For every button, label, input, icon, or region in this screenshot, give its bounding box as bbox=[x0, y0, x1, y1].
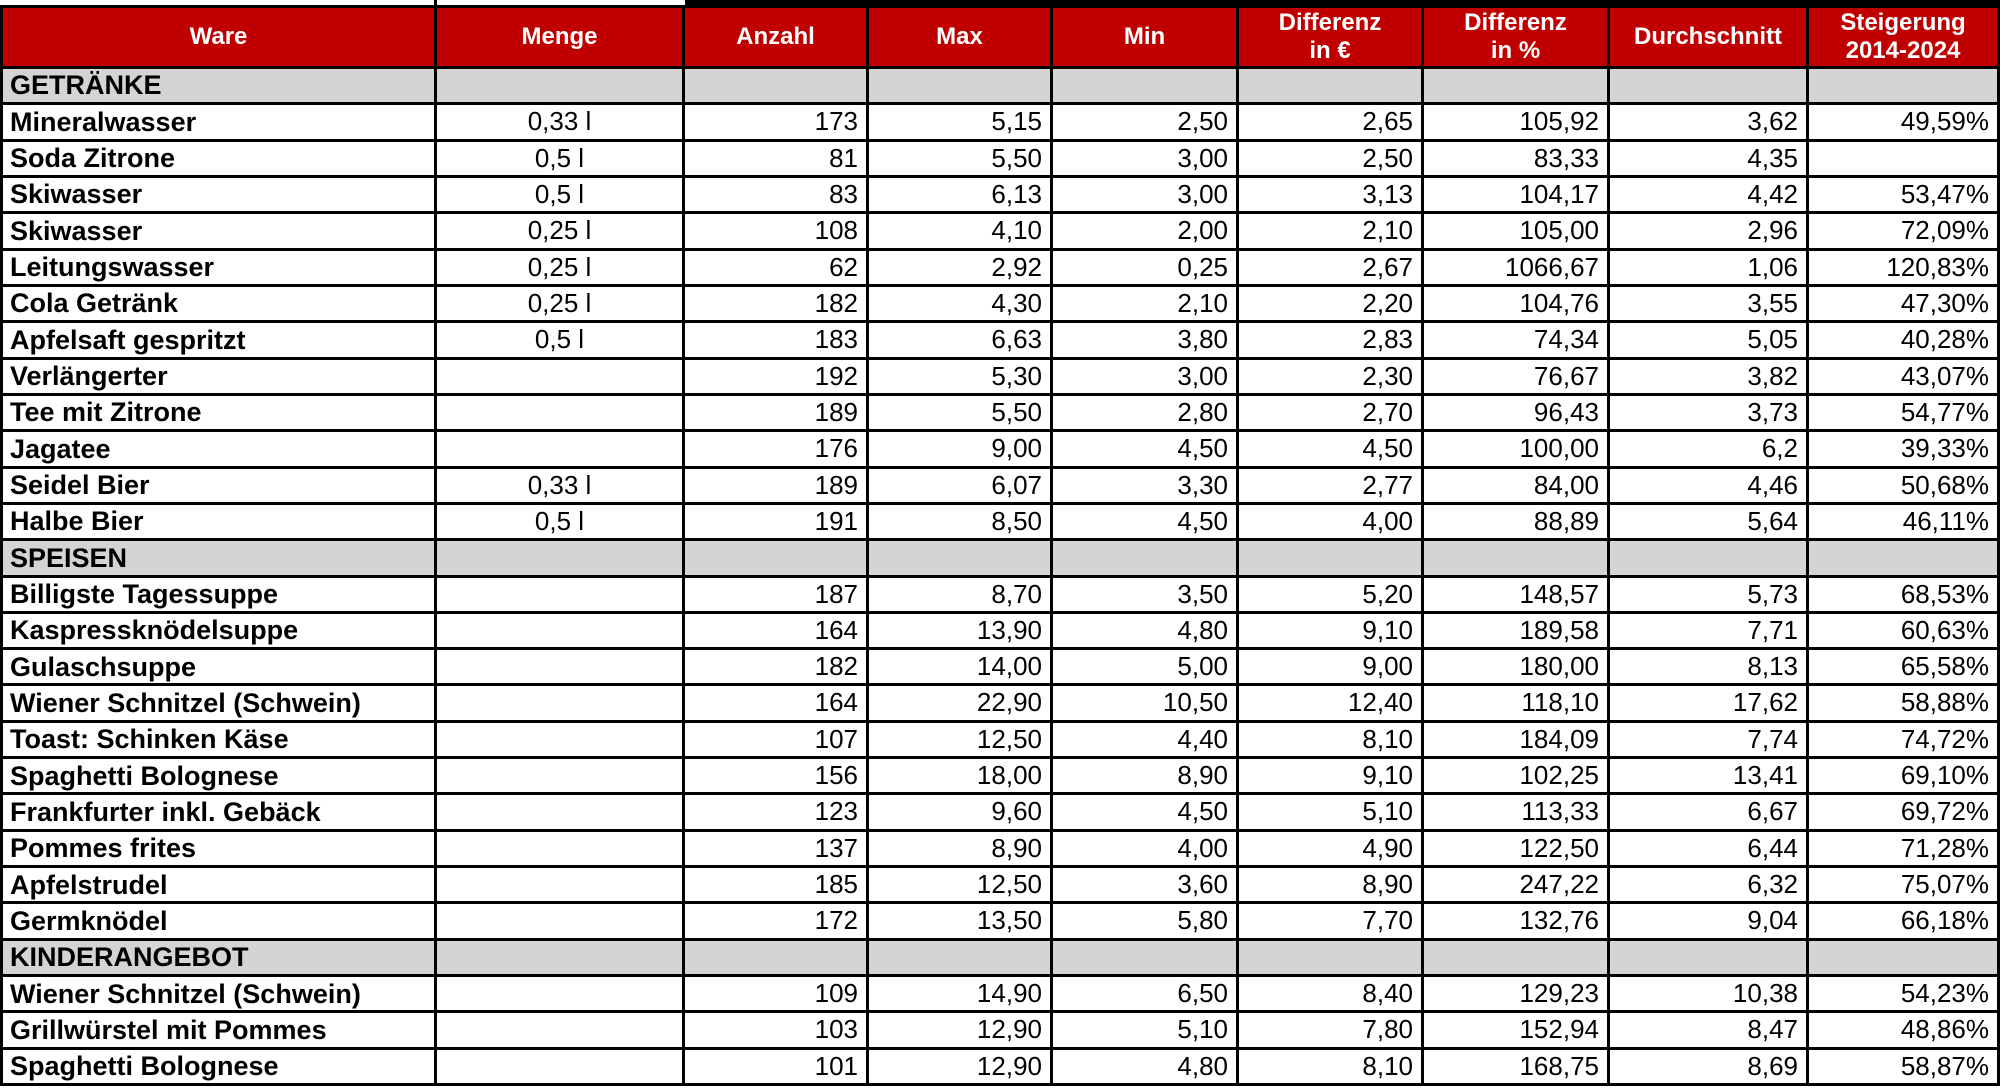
cell-menge bbox=[437, 432, 682, 465]
section-empty-cell bbox=[1424, 69, 1607, 102]
cell-anzahl: 192 bbox=[685, 360, 866, 393]
cell-differenz_pct: 122,50 bbox=[1424, 832, 1607, 865]
cell-min: 3,80 bbox=[1053, 323, 1236, 356]
cell-ware: Cola Getränk bbox=[3, 287, 434, 320]
cell-anzahl: 123 bbox=[685, 795, 866, 828]
cell-steigerung: 39,33% bbox=[1809, 432, 1997, 465]
section-empty-cell bbox=[1809, 541, 1997, 574]
cell-anzahl: 156 bbox=[685, 759, 866, 792]
cell-differenz_eur: 4,00 bbox=[1239, 505, 1421, 538]
cell-steigerung: 72,09% bbox=[1809, 214, 1997, 247]
cell-anzahl: 101 bbox=[685, 1050, 866, 1083]
column-header-steigerung bbox=[1809, 8, 1997, 66]
cell-max: 13,90 bbox=[869, 614, 1050, 647]
cell-durchschnitt: 3,82 bbox=[1610, 360, 1806, 393]
cell-steigerung: 75,07% bbox=[1809, 868, 1997, 901]
cell-differenz_pct: 88,89 bbox=[1424, 505, 1607, 538]
cell-menge bbox=[437, 1050, 682, 1083]
cell-durchschnitt: 8,47 bbox=[1610, 1013, 1806, 1046]
cell-min: 5,80 bbox=[1053, 904, 1236, 937]
section-empty-cell bbox=[869, 69, 1050, 102]
cell-durchschnitt: 8,13 bbox=[1610, 650, 1806, 683]
cell-menge bbox=[437, 614, 682, 647]
cell-differenz_pct: 168,75 bbox=[1424, 1050, 1607, 1083]
cell-anzahl: 164 bbox=[685, 686, 866, 719]
cell-menge: 0,5 l bbox=[437, 505, 682, 538]
cell-min: 2,00 bbox=[1053, 214, 1236, 247]
cell-anzahl: 189 bbox=[685, 396, 866, 429]
cell-min: 0,25 bbox=[1053, 251, 1236, 284]
section-empty-cell bbox=[1053, 69, 1236, 102]
cell-menge bbox=[437, 396, 682, 429]
column-header-label: Min bbox=[1123, 23, 1166, 50]
cell-max: 12,50 bbox=[869, 868, 1050, 901]
cell-menge bbox=[437, 650, 682, 683]
cell-max: 12,90 bbox=[869, 1013, 1050, 1046]
cell-durchschnitt: 5,64 bbox=[1610, 505, 1806, 538]
cell-ware: Wiener Schnitzel (Schwein) bbox=[3, 977, 434, 1010]
cell-max: 12,90 bbox=[869, 1050, 1050, 1083]
cell-differenz_eur: 8,90 bbox=[1239, 868, 1421, 901]
cell-differenz_pct: 152,94 bbox=[1424, 1013, 1607, 1046]
cell-durchschnitt: 1,06 bbox=[1610, 251, 1806, 284]
cell-max: 5,50 bbox=[869, 396, 1050, 429]
cell-durchschnitt: 8,69 bbox=[1610, 1050, 1806, 1083]
cell-anzahl: 183 bbox=[685, 323, 866, 356]
cell-ware: Skiwasser bbox=[3, 178, 434, 211]
cell-differenz_pct: 104,17 bbox=[1424, 178, 1607, 211]
cell-anzahl: 182 bbox=[685, 650, 866, 683]
cell-anzahl: 137 bbox=[685, 832, 866, 865]
cell-ware: Verlängerter bbox=[3, 360, 434, 393]
cell-menge: 0,5 l bbox=[437, 178, 682, 211]
cell-menge bbox=[437, 759, 682, 792]
cell-anzahl: 173 bbox=[685, 105, 866, 138]
cell-differenz_pct: 76,67 bbox=[1424, 360, 1607, 393]
section-empty-cell bbox=[1053, 941, 1236, 974]
cell-differenz_eur: 3,13 bbox=[1239, 178, 1421, 211]
cell-menge bbox=[437, 723, 682, 756]
column-header-anzahl bbox=[685, 8, 866, 66]
cell-durchschnitt: 6,2 bbox=[1610, 432, 1806, 465]
cell-ware: Halbe Bier bbox=[3, 505, 434, 538]
cell-menge: 0,25 l bbox=[437, 287, 682, 320]
column-header-max bbox=[869, 8, 1050, 66]
cell-differenz_pct: 105,92 bbox=[1424, 105, 1607, 138]
cell-max: 14,90 bbox=[869, 977, 1050, 1010]
cell-max: 18,00 bbox=[869, 759, 1050, 792]
cell-differenz_pct: 184,09 bbox=[1424, 723, 1607, 756]
cell-min: 3,00 bbox=[1053, 360, 1236, 393]
cell-min: 3,60 bbox=[1053, 868, 1236, 901]
section-empty-cell bbox=[685, 941, 866, 974]
cell-differenz_pct: 247,22 bbox=[1424, 868, 1607, 901]
cell-durchschnitt: 3,62 bbox=[1610, 105, 1806, 138]
cell-min: 2,50 bbox=[1053, 105, 1236, 138]
cell-max: 14,00 bbox=[869, 650, 1050, 683]
cell-steigerung: 53,47% bbox=[1809, 178, 1997, 211]
cell-menge bbox=[437, 795, 682, 828]
cell-menge: 0,25 l bbox=[437, 251, 682, 284]
column-header-differenz_eur bbox=[1239, 8, 1421, 66]
cell-steigerung: 120,83% bbox=[1809, 251, 1997, 284]
cell-steigerung: 66,18% bbox=[1809, 904, 1997, 937]
cell-differenz_pct: 118,10 bbox=[1424, 686, 1607, 719]
cell-min: 2,80 bbox=[1053, 396, 1236, 429]
cell-ware: Apfelstrudel bbox=[3, 868, 434, 901]
cell-durchschnitt: 5,05 bbox=[1610, 323, 1806, 356]
section-empty-cell bbox=[685, 541, 866, 574]
cell-max: 5,15 bbox=[869, 105, 1050, 138]
cell-max: 5,30 bbox=[869, 360, 1050, 393]
cell-min: 5,10 bbox=[1053, 1013, 1236, 1046]
cell-anzahl: 191 bbox=[685, 505, 866, 538]
cell-differenz_pct: 105,00 bbox=[1424, 214, 1607, 247]
column-header-label: Ware bbox=[189, 23, 248, 50]
column-header-label: Durchschnitt bbox=[1633, 23, 1782, 50]
cell-steigerung: 60,63% bbox=[1809, 614, 1997, 647]
cell-ware: Kaspressknödelsuppe bbox=[3, 614, 434, 647]
cell-min: 3,00 bbox=[1053, 178, 1236, 211]
cell-steigerung: 58,87% bbox=[1809, 1050, 1997, 1083]
cell-durchschnitt: 9,04 bbox=[1610, 904, 1806, 937]
column-header-label: Anzahl bbox=[736, 23, 815, 50]
section-empty-cell bbox=[1239, 69, 1421, 102]
cell-durchschnitt: 6,67 bbox=[1610, 795, 1806, 828]
cell-differenz_eur: 2,20 bbox=[1239, 287, 1421, 320]
cell-max: 6,63 bbox=[869, 323, 1050, 356]
cell-menge: 0,33 l bbox=[437, 105, 682, 138]
cell-menge: 0,5 l bbox=[437, 142, 682, 175]
cell-ware: Soda Zitrone bbox=[3, 142, 434, 175]
cell-differenz_eur: 2,70 bbox=[1239, 396, 1421, 429]
column-header-label: Max bbox=[936, 23, 983, 50]
cell-differenz_pct: 148,57 bbox=[1424, 578, 1607, 611]
cell-min: 6,50 bbox=[1053, 977, 1236, 1010]
cell-menge bbox=[437, 360, 682, 393]
cell-ware: Mineralwasser bbox=[3, 105, 434, 138]
cell-steigerung: 54,77% bbox=[1809, 396, 1997, 429]
cell-differenz_pct: 132,76 bbox=[1424, 904, 1607, 937]
section-header-cell: SPEISEN bbox=[3, 541, 434, 574]
cell-steigerung bbox=[1809, 142, 1997, 175]
cell-min: 4,80 bbox=[1053, 614, 1236, 647]
cell-min: 8,90 bbox=[1053, 759, 1236, 792]
cell-min: 2,10 bbox=[1053, 287, 1236, 320]
cell-min: 10,50 bbox=[1053, 686, 1236, 719]
cell-min: 3,00 bbox=[1053, 142, 1236, 175]
cell-differenz_eur: 9,00 bbox=[1239, 650, 1421, 683]
cell-menge bbox=[437, 832, 682, 865]
section-empty-cell bbox=[437, 69, 682, 102]
cell-differenz_pct: 113,33 bbox=[1424, 795, 1607, 828]
cell-max: 8,50 bbox=[869, 505, 1050, 538]
cell-steigerung: 74,72% bbox=[1809, 723, 1997, 756]
cell-differenz_pct: 129,23 bbox=[1424, 977, 1607, 1010]
cell-differenz_pct: 104,76 bbox=[1424, 287, 1607, 320]
cell-differenz_pct: 83,33 bbox=[1424, 142, 1607, 175]
section-empty-cell bbox=[1239, 941, 1421, 974]
column-header-label: Differenz bbox=[1464, 9, 1567, 36]
cell-menge: 0,5 l bbox=[437, 323, 682, 356]
cell-menge: 0,33 l bbox=[437, 469, 682, 502]
cell-differenz_pct: 100,00 bbox=[1424, 432, 1607, 465]
cell-ware: Spaghetti Bolognese bbox=[3, 1050, 434, 1083]
cell-ware: Germknödel bbox=[3, 904, 434, 937]
cell-max: 8,90 bbox=[869, 832, 1050, 865]
cell-differenz_eur: 2,77 bbox=[1239, 469, 1421, 502]
cell-menge: 0,25 l bbox=[437, 214, 682, 247]
cell-ware: Pommes frites bbox=[3, 832, 434, 865]
column-header-differenz_pct bbox=[1424, 8, 1607, 66]
cell-menge bbox=[437, 977, 682, 1010]
section-empty-cell bbox=[437, 941, 682, 974]
column-header-ware bbox=[3, 8, 434, 66]
cell-max: 13,50 bbox=[869, 904, 1050, 937]
cell-steigerung: 48,86% bbox=[1809, 1013, 1997, 1046]
cell-durchschnitt: 2,96 bbox=[1610, 214, 1806, 247]
cell-anzahl: 182 bbox=[685, 287, 866, 320]
cell-min: 3,50 bbox=[1053, 578, 1236, 611]
cell-anzahl: 164 bbox=[685, 614, 866, 647]
cell-max: 4,30 bbox=[869, 287, 1050, 320]
cell-differenz_eur: 2,65 bbox=[1239, 105, 1421, 138]
cell-steigerung: 40,28% bbox=[1809, 323, 1997, 356]
column-header-min bbox=[1053, 8, 1236, 66]
cell-differenz_pct: 180,00 bbox=[1424, 650, 1607, 683]
cell-steigerung: 65,58% bbox=[1809, 650, 1997, 683]
section-empty-cell bbox=[1610, 941, 1806, 974]
cell-steigerung: 69,10% bbox=[1809, 759, 1997, 792]
cell-anzahl: 185 bbox=[685, 868, 866, 901]
cell-durchschnitt: 4,46 bbox=[1610, 469, 1806, 502]
cell-ware: Tee mit Zitrone bbox=[3, 396, 434, 429]
cell-ware: Wiener Schnitzel (Schwein) bbox=[3, 686, 434, 719]
cell-differenz_pct: 1066,67 bbox=[1424, 251, 1607, 284]
cell-durchschnitt: 4,35 bbox=[1610, 142, 1806, 175]
cell-anzahl: 172 bbox=[685, 904, 866, 937]
cell-differenz_pct: 189,58 bbox=[1424, 614, 1607, 647]
cell-anzahl: 81 bbox=[685, 142, 866, 175]
cell-steigerung: 49,59% bbox=[1809, 105, 1997, 138]
cell-durchschnitt: 4,42 bbox=[1610, 178, 1806, 211]
cell-max: 22,90 bbox=[869, 686, 1050, 719]
cell-steigerung: 69,72% bbox=[1809, 795, 1997, 828]
cell-ware: Grillwürstel mit Pommes bbox=[3, 1013, 434, 1046]
section-empty-cell bbox=[869, 941, 1050, 974]
cell-ware: Seidel Bier bbox=[3, 469, 434, 502]
cell-differenz_eur: 9,10 bbox=[1239, 614, 1421, 647]
cell-anzahl: 83 bbox=[685, 178, 866, 211]
cell-anzahl: 103 bbox=[685, 1013, 866, 1046]
cell-max: 4,10 bbox=[869, 214, 1050, 247]
cell-steigerung: 58,88% bbox=[1809, 686, 1997, 719]
cell-steigerung: 47,30% bbox=[1809, 287, 1997, 320]
cell-max: 5,50 bbox=[869, 142, 1050, 175]
column-header-menge bbox=[437, 8, 682, 66]
cell-anzahl: 108 bbox=[685, 214, 866, 247]
section-empty-cell bbox=[869, 541, 1050, 574]
cell-menge bbox=[437, 578, 682, 611]
cell-min: 4,50 bbox=[1053, 505, 1236, 538]
cell-differenz_pct: 74,34 bbox=[1424, 323, 1607, 356]
cell-differenz_eur: 4,50 bbox=[1239, 432, 1421, 465]
cell-durchschnitt: 13,41 bbox=[1610, 759, 1806, 792]
cell-differenz_eur: 2,10 bbox=[1239, 214, 1421, 247]
cell-durchschnitt: 7,74 bbox=[1610, 723, 1806, 756]
cell-max: 12,50 bbox=[869, 723, 1050, 756]
cell-ware: Toast: Schinken Käse bbox=[3, 723, 434, 756]
cell-steigerung: 50,68% bbox=[1809, 469, 1997, 502]
cell-anzahl: 187 bbox=[685, 578, 866, 611]
cell-anzahl: 109 bbox=[685, 977, 866, 1010]
cell-durchschnitt: 6,44 bbox=[1610, 832, 1806, 865]
cell-anzahl: 62 bbox=[685, 251, 866, 284]
cell-min: 4,80 bbox=[1053, 1050, 1236, 1083]
column-header-label: in % bbox=[1490, 37, 1541, 64]
cell-min: 3,30 bbox=[1053, 469, 1236, 502]
cell-differenz_eur: 4,90 bbox=[1239, 832, 1421, 865]
cell-steigerung: 54,23% bbox=[1809, 977, 1997, 1010]
cell-ware: Leitungswasser bbox=[3, 251, 434, 284]
cell-max: 6,07 bbox=[869, 469, 1050, 502]
cell-differenz_eur: 2,83 bbox=[1239, 323, 1421, 356]
cell-min: 5,00 bbox=[1053, 650, 1236, 683]
cell-anzahl: 107 bbox=[685, 723, 866, 756]
section-empty-cell bbox=[437, 541, 682, 574]
cell-differenz_eur: 8,40 bbox=[1239, 977, 1421, 1010]
section-empty-cell bbox=[1610, 69, 1806, 102]
column-header-label: 2014-2024 bbox=[1845, 37, 1961, 64]
cell-steigerung: 46,11% bbox=[1809, 505, 1997, 538]
cell-differenz_eur: 7,80 bbox=[1239, 1013, 1421, 1046]
cell-differenz_eur: 5,10 bbox=[1239, 795, 1421, 828]
cell-differenz_eur: 8,10 bbox=[1239, 723, 1421, 756]
cell-max: 6,13 bbox=[869, 178, 1050, 211]
cell-differenz_pct: 84,00 bbox=[1424, 469, 1607, 502]
cell-anzahl: 176 bbox=[685, 432, 866, 465]
section-empty-cell bbox=[1809, 69, 1997, 102]
cell-durchschnitt: 10,38 bbox=[1610, 977, 1806, 1010]
cell-min: 4,00 bbox=[1053, 832, 1236, 865]
section-header-cell: KINDERANGEBOT bbox=[3, 941, 434, 974]
section-header-cell: GETRÄNKE bbox=[3, 69, 434, 102]
cell-differenz_eur: 8,10 bbox=[1239, 1050, 1421, 1083]
cell-differenz_pct: 96,43 bbox=[1424, 396, 1607, 429]
cell-differenz_eur: 7,70 bbox=[1239, 904, 1421, 937]
section-empty-cell bbox=[1610, 541, 1806, 574]
column-header-label: in € bbox=[1309, 37, 1351, 64]
column-header-label: Menge bbox=[521, 23, 598, 50]
cell-max: 9,60 bbox=[869, 795, 1050, 828]
cell-differenz_eur: 9,10 bbox=[1239, 759, 1421, 792]
cell-durchschnitt: 3,55 bbox=[1610, 287, 1806, 320]
cell-durchschnitt: 7,71 bbox=[1610, 614, 1806, 647]
cell-max: 2,92 bbox=[869, 251, 1050, 284]
cell-durchschnitt: 6,32 bbox=[1610, 868, 1806, 901]
cell-menge bbox=[437, 686, 682, 719]
cell-ware: Frankfurter inkl. Gebäck bbox=[3, 795, 434, 828]
cell-ware: Jagatee bbox=[3, 432, 434, 465]
cell-steigerung: 71,28% bbox=[1809, 832, 1997, 865]
price-table bbox=[0, 5, 2000, 1086]
section-empty-cell bbox=[1424, 941, 1607, 974]
cell-min: 4,50 bbox=[1053, 795, 1236, 828]
cell-durchschnitt: 17,62 bbox=[1610, 686, 1806, 719]
column-header-label: Steigerung bbox=[1840, 9, 1966, 36]
cell-durchschnitt: 3,73 bbox=[1610, 396, 1806, 429]
cell-steigerung: 68,53% bbox=[1809, 578, 1997, 611]
section-empty-cell bbox=[1809, 941, 1997, 974]
section-empty-cell bbox=[685, 69, 866, 102]
cell-differenz_eur: 5,20 bbox=[1239, 578, 1421, 611]
section-empty-cell bbox=[1239, 541, 1421, 574]
cell-differenz_pct: 102,25 bbox=[1424, 759, 1607, 792]
cell-min: 4,40 bbox=[1053, 723, 1236, 756]
cell-max: 9,00 bbox=[869, 432, 1050, 465]
cell-max: 8,70 bbox=[869, 578, 1050, 611]
cell-ware: Spaghetti Bolognese bbox=[3, 759, 434, 792]
column-header-label: Differenz bbox=[1278, 9, 1382, 36]
cell-differenz_eur: 2,30 bbox=[1239, 360, 1421, 393]
section-empty-cell bbox=[1424, 541, 1607, 574]
cell-ware: Skiwasser bbox=[3, 214, 434, 247]
cell-durchschnitt: 5,73 bbox=[1610, 578, 1806, 611]
cell-differenz_eur: 2,50 bbox=[1239, 142, 1421, 175]
cell-menge bbox=[437, 1013, 682, 1046]
cell-ware: Billigste Tagessuppe bbox=[3, 578, 434, 611]
column-header-durchschnitt bbox=[1610, 8, 1806, 66]
cell-differenz_eur: 2,67 bbox=[1239, 251, 1421, 284]
cell-menge bbox=[437, 904, 682, 937]
cell-ware: Apfelsaft gespritzt bbox=[3, 323, 434, 356]
cell-anzahl: 189 bbox=[685, 469, 866, 502]
section-empty-cell bbox=[1053, 541, 1236, 574]
cell-steigerung: 43,07% bbox=[1809, 360, 1997, 393]
cell-differenz_eur: 12,40 bbox=[1239, 686, 1421, 719]
cell-menge bbox=[437, 868, 682, 901]
cell-min: 4,50 bbox=[1053, 432, 1236, 465]
cell-ware: Gulaschsuppe bbox=[3, 650, 434, 683]
